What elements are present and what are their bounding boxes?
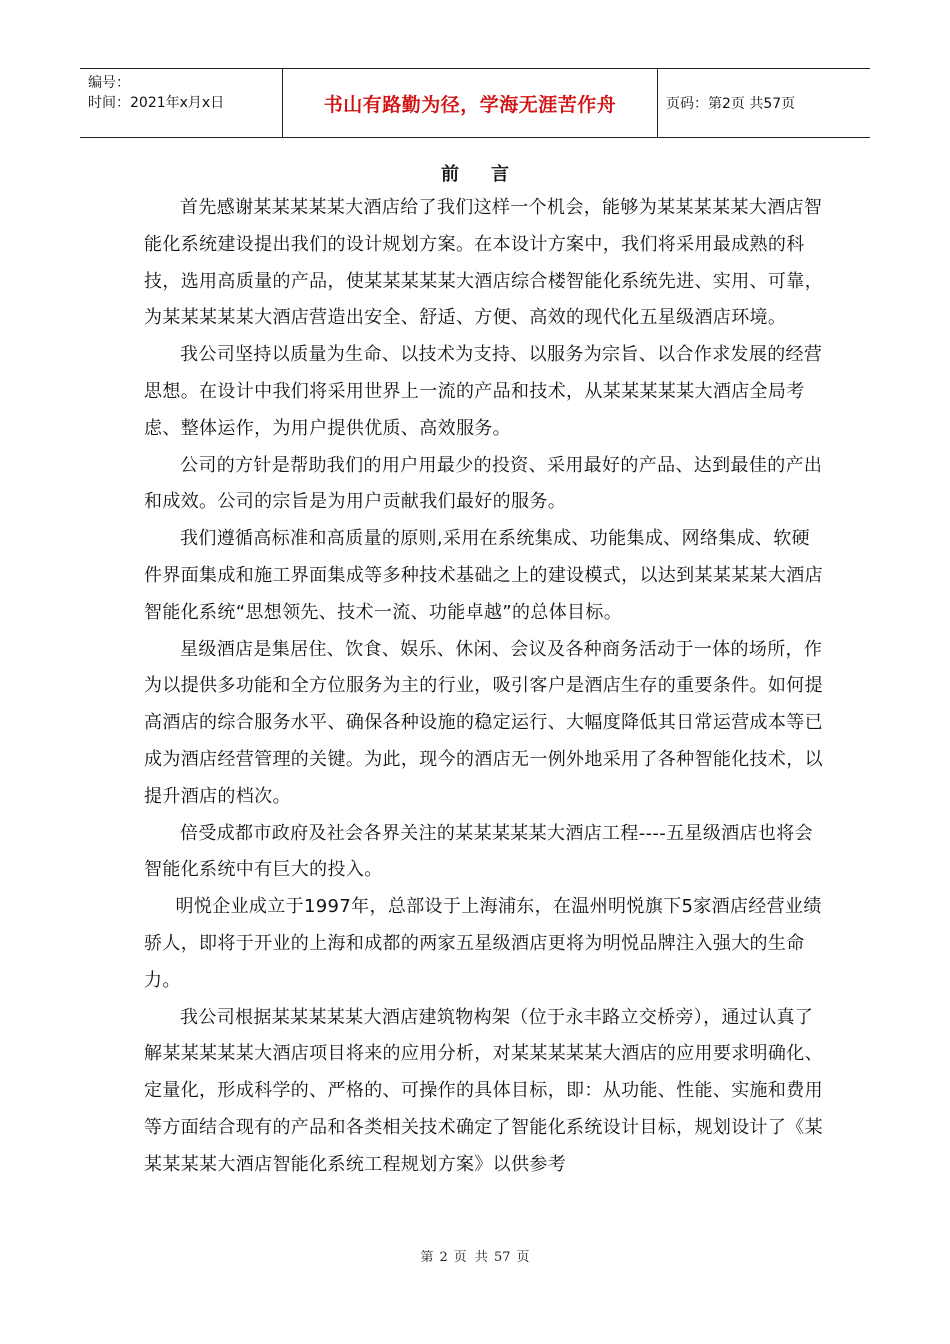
- paragraph: 明悦企业成立于1997年，总部设于上海浦东，在温州明悦旗下5家酒店经营业绩骄人，即将于开业的上海和成都的两家五星级酒店更将为明悦品牌注入强大的生命力。: [144, 896, 822, 991]
- header-page-info: 页码：第2页 共57页: [666, 96, 796, 112]
- paragraph: 公司的方针是帮助我们的用户用最少的投资、采用最好的产品、达到最佳的产出和成效。公司的宗旨是为用户贡献我们最好的服务。: [144, 454, 823, 513]
- footer-mid: 页 共: [453, 1250, 488, 1265]
- footer-prefix: 第: [420, 1250, 434, 1265]
- page-footer: [0, 1246, 950, 1265]
- header-motto: 书山有路勤为径，学海无涯苦作舟: [282, 69, 658, 137]
- paragraph: 星级酒店是集居住、饮食、娱乐、休闲、会议及各种商务活动于一体的场所，作为以提供多功能和全方位服务为主的行业，吸引客户是酒店生存的重要条件。如何提高酒店的综合服务水平、确保各种设施的稳定运行、大幅度降低其日常运营成本等已成为酒店经营管理的关键。为此，现今的酒店无一例外地采用了各种智能化技术，以提升酒店的档次。: [144, 638, 823, 807]
- paragraph: 我公司根据某某某某某大酒店建筑物构架（位于永丰路立交桥旁），通过认真了解某某某某某大酒店项目将来的应用分析，对某某某某某大酒店的应用要求明确化、定量化，形成科学的、严格的、可操作的具体目标，即：从功能、性能、实施和费用等方面结合现有的产品和各类相关技术确定了智能化系统设计目标，规划设计了《某某某某某大酒店智能化系统工程规划方案》以供参考: [144, 1006, 823, 1175]
- paragraph: 倍受成都市政府及社会各界关注的某某某某某大酒店工程----五星级酒店也将会智能化系统中有巨大的投入。: [144, 822, 813, 881]
- page-header: [80, 68, 870, 138]
- page-title: 前言: [441, 164, 541, 185]
- document-body: [144, 190, 824, 1184]
- header-meta: [80, 69, 282, 137]
- footer-suffix: 页: [516, 1250, 530, 1265]
- document-time-label: 时间：2021年x月x日: [88, 95, 225, 111]
- paragraph: 我公司坚持以质量为生命、以技术为支持、以服务为宗旨、以合作求发展的经营思想。在设计中我们将采用世界上一流的产品和技术，从某某某某某大酒店全局考虑、整体运作，为用户提供优质、高效服务。: [144, 344, 823, 439]
- paragraph: 首先感谢某某某某某大酒店给了我们这样一个机会，能够为某某某某某大酒店智能化系统建设提出我们的设计规划方案。在本设计方案中，我们将采用最成熟的科技，选用高质量的产品，使某某某某某大酒店综合楼智能化系统先进、实用、可靠，为某某某某某大酒店营造出安全、舒适、方便、高效的现代化五星级酒店环境。: [144, 197, 823, 329]
- document-number-label: 编号：: [88, 75, 130, 91]
- paragraph: 我们遵循高标准和高质量的原则,采用在系统集成、功能集成、网络集成、软硬件界面集成和施工界面集成等多种技术基础之上的建设模式，以达到某某某某大酒店智能化系统“思想领先、技术一流、功能卓越”的总体目标。: [144, 528, 823, 623]
- footer-page-number: 2: [439, 1250, 448, 1265]
- footer-total-pages: 57: [493, 1250, 511, 1265]
